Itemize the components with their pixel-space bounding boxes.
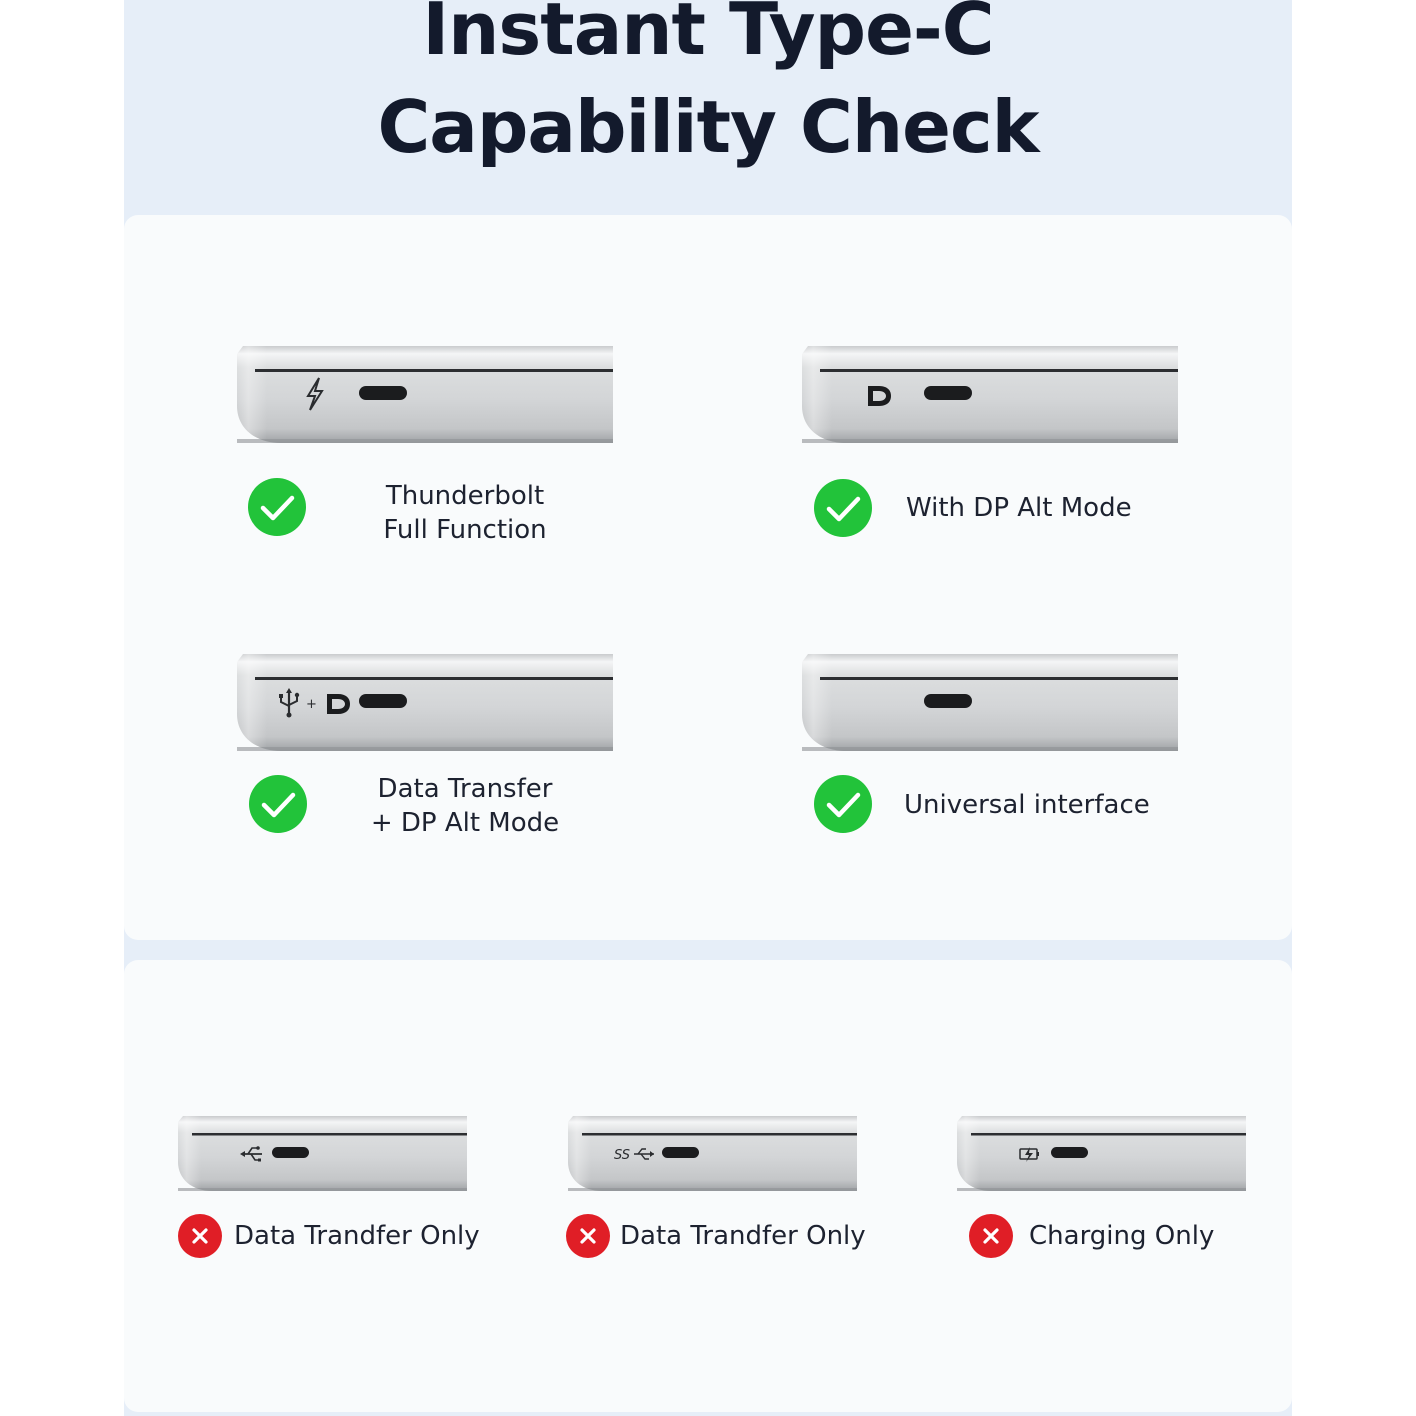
label-line: Data Trandfer Only <box>620 1221 866 1251</box>
usb-c-port <box>272 1147 309 1158</box>
supported-label-universal <box>904 788 1150 822</box>
cross-icon <box>969 1214 1013 1258</box>
check-icon <box>249 775 307 833</box>
check-icon <box>814 775 872 833</box>
supported-label-thunderbolt <box>330 479 600 547</box>
title-line-1: Instant Type-C <box>422 0 994 71</box>
cross-icon <box>178 1214 222 1258</box>
usb-c-port <box>1051 1147 1088 1158</box>
label-line: With DP Alt Mode <box>906 493 1132 523</box>
laptop-port-usb-displayport <box>237 654 613 751</box>
label-line: Data Transfer <box>377 774 553 804</box>
supported-label-data-dp <box>330 772 600 840</box>
laptop-port-charging <box>957 1116 1246 1191</box>
laptop-port-universal <box>802 654 1178 751</box>
usb-c-port <box>359 694 407 708</box>
title-line-2: Capability Check <box>377 85 1039 169</box>
label-line: Data Trandfer Only <box>234 1221 480 1251</box>
label-line: Universal interface <box>904 790 1150 820</box>
label-line: Thunderbolt <box>385 481 545 511</box>
label-line: Charging Only <box>1029 1221 1215 1251</box>
check-icon <box>248 478 306 536</box>
laptop-port-usb-superspeed <box>568 1116 857 1191</box>
supported-label-dp-alt-mode <box>906 491 1132 525</box>
superspeed-text: SS <box>614 1148 631 1163</box>
cross-icon <box>566 1214 610 1258</box>
plus-sign: + <box>306 697 317 712</box>
page-title <box>124 0 1292 215</box>
laptop-port-thunderbolt <box>237 346 613 443</box>
laptop-port-displayport <box>802 346 1178 443</box>
usb-c-port <box>359 386 407 400</box>
laptop-port-usb <box>178 1116 467 1191</box>
usb-c-port <box>662 1147 699 1158</box>
usb-c-port <box>924 694 972 708</box>
usb-c-port <box>924 386 972 400</box>
unsupported-label-data-1 <box>234 1219 480 1253</box>
label-line: Full Function <box>383 515 547 545</box>
unsupported-label-data-2 <box>620 1219 866 1253</box>
unsupported-label-charging <box>1029 1219 1214 1253</box>
label-line: + DP Alt Mode <box>370 808 560 838</box>
check-icon <box>814 479 872 537</box>
